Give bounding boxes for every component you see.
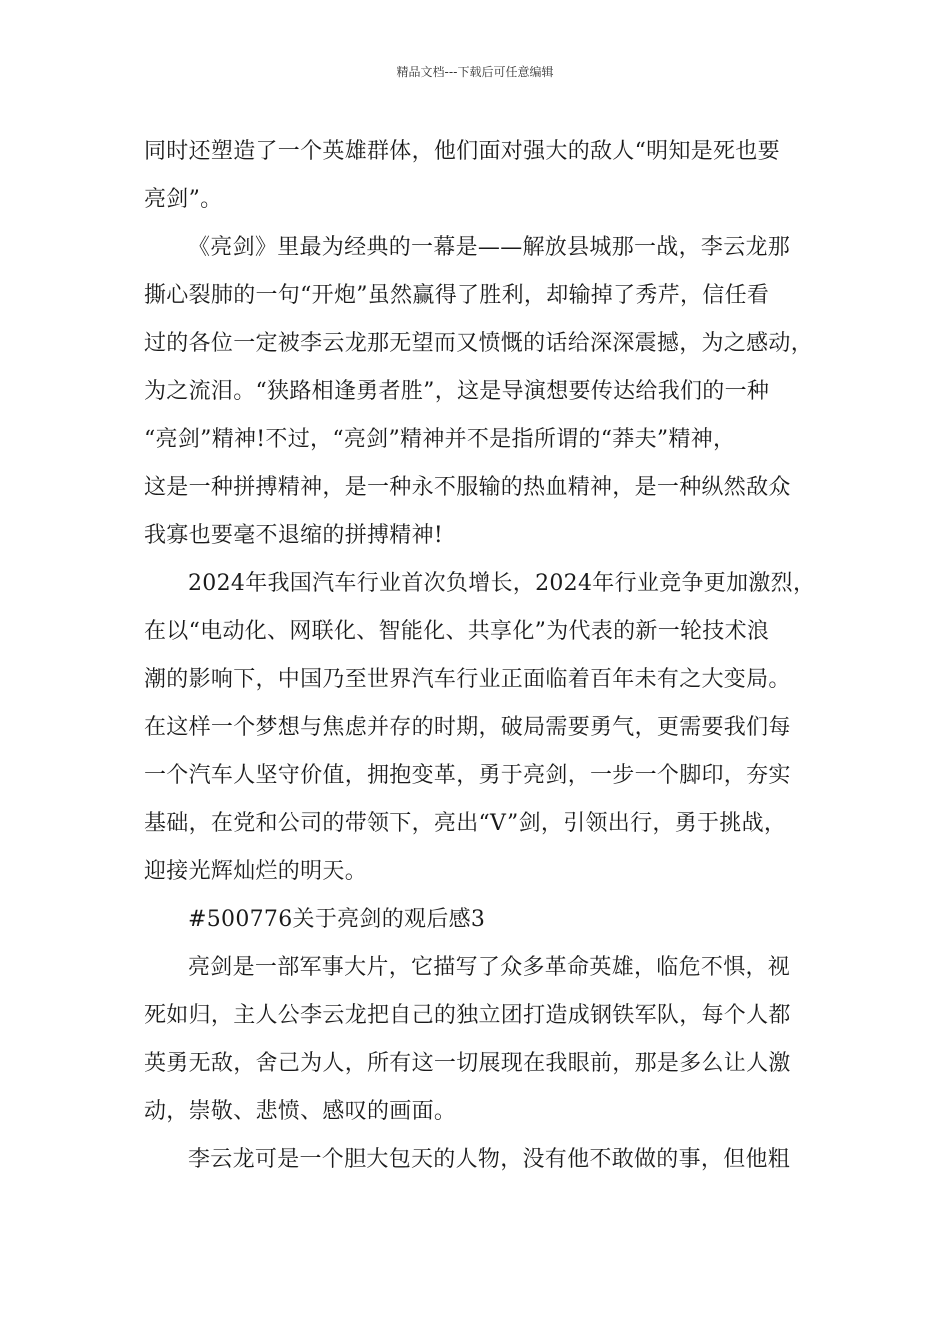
text-line: 为之流泪。“狭路相逢勇者胜”，这是导演想要传达给我们的一种 bbox=[144, 379, 770, 404]
text-line: 过的各位一定被李云龙那无望而又愤慨的话给深深震撼，为之感动， bbox=[144, 331, 814, 356]
text-line: 潮的影响下，中国乃至世界汽车行业正面临着百年未有之大变局。 bbox=[144, 667, 791, 692]
text-line: “亮剑”精神!不过，“亮剑”精神并不是指所谓的“莽夫”精神， bbox=[144, 427, 736, 452]
text-line: 李云龙可是一个胆大包天的人物，没有他不敢做的事，但他粗 bbox=[188, 1147, 791, 1172]
text-line: 亮剑是一部军事大片，它描写了众多革命英雄，临危不惧，视 bbox=[188, 955, 791, 980]
text-line: 在以“电动化、网联化、智能化、共享化”为代表的新一轮技术浪 bbox=[144, 619, 770, 644]
text-line: 迎接光辉灿烂的明天。 bbox=[144, 859, 368, 884]
text-line: 亮剑”。 bbox=[144, 187, 223, 212]
text-line: 基础，在党和公司的带领下，亮出“V”剑，引领出行，勇于挑战， bbox=[144, 811, 787, 836]
text-line: 撕心裂肺的一句“开炮”虽然赢得了胜利，却输掉了秀芹，信任看 bbox=[144, 283, 770, 308]
text-line: 《亮剑》里最为经典的一幕是——解放县城那一战，李云龙那 bbox=[188, 235, 791, 260]
text-line: 死如归，主人公李云龙把自己的独立团打造成钢铁军队，每个人都 bbox=[144, 1003, 791, 1028]
text-line: 这是一种拼搏精神，是一种永不服输的热血精神，是一种纵然敌众 bbox=[144, 475, 791, 500]
text-line: 同时还塑造了一个英雄群体，他们面对强大的敌人“明知是死也要 bbox=[144, 139, 780, 164]
text-line: 在这样一个梦想与焦虑并存的时期，破局需要勇气，更需要我们每 bbox=[144, 715, 791, 740]
text-line: 动，崇敬、悲愤、感叹的画面。 bbox=[144, 1099, 457, 1124]
page-header: 精品文档---下载后可任意编辑 bbox=[396, 65, 554, 79]
text-line: 2024年我国汽车行业首次负增长，2024年行业竞争更加激烈， bbox=[188, 571, 816, 596]
text-line: 我寡也要毫不退缩的拼搏精神! bbox=[144, 523, 444, 548]
document-body bbox=[144, 132, 820, 1188]
text-line: 一个汽车人坚守价值，拥抱变革，勇于亮剑，一步一个脚印，夯实 bbox=[144, 763, 791, 788]
text-line: 英勇无敌，舍己为人，所有这一切展现在我眼前，那是多么让人激 bbox=[144, 1051, 791, 1076]
section-heading: #500776关于亮剑的观后感3 bbox=[188, 907, 486, 932]
